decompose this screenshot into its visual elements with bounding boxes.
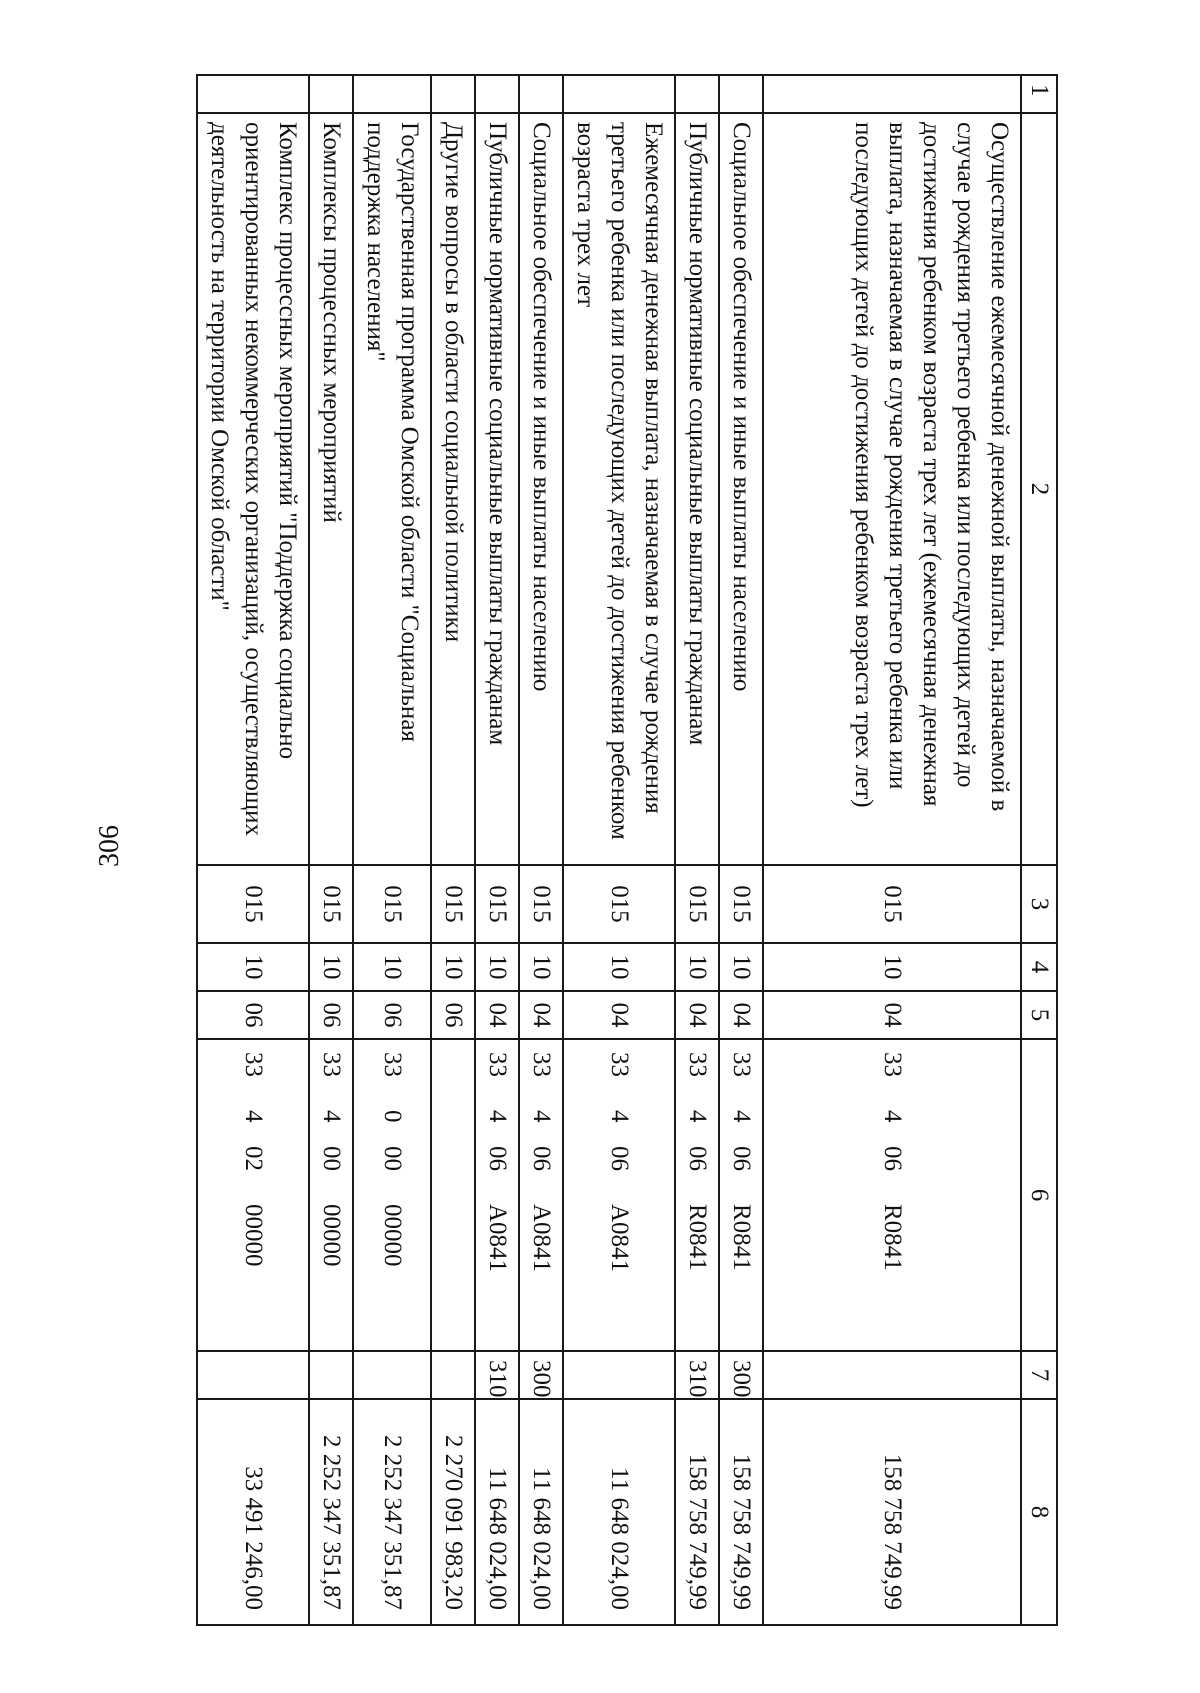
target-code-part: 33 bbox=[528, 1052, 555, 1077]
amount-cell: 2 252 347 351,87 bbox=[353, 1399, 431, 1625]
table-row bbox=[763, 75, 1021, 1625]
row-name-cell: Публичные нормативные социальные выплаты гражданам bbox=[675, 113, 719, 865]
row-number-cell bbox=[763, 75, 1021, 113]
target-code-part: A0841 bbox=[528, 1204, 555, 1273]
row-number-cell bbox=[475, 75, 519, 113]
target-code-part: R0841 bbox=[684, 1204, 711, 1271]
admin-code-cell: 015 bbox=[353, 865, 431, 943]
table-row bbox=[475, 75, 519, 1625]
row-name-cell: Другие вопросы в области социальной политики bbox=[431, 113, 475, 865]
row-name-cell: Публичные нормативные социальные выплаты гражданам bbox=[475, 113, 519, 865]
row-name-cell: Социальное обеспечение и иные выплаты населению bbox=[519, 113, 563, 865]
target-code-part: 00000 bbox=[379, 1204, 406, 1267]
target-code-cell bbox=[719, 1039, 763, 1351]
target-code-part: R0841 bbox=[728, 1204, 755, 1271]
col-header-3: 3 bbox=[1021, 865, 1057, 943]
target-code-part: A0841 bbox=[484, 1204, 511, 1273]
section-code-cell: 10 bbox=[519, 943, 563, 991]
row-name-cell: Ежемесячная денежная выплата, назначаемая в случае рождения третьего ребенка или последующих детей до достижения ребенком возраста трех лет bbox=[563, 113, 675, 865]
subsection-code-cell: 04 bbox=[519, 991, 563, 1039]
row-number-cell bbox=[309, 75, 353, 113]
table-row bbox=[719, 75, 763, 1625]
page-number: 306 bbox=[94, 825, 125, 867]
target-code-part: 4 bbox=[684, 1110, 711, 1123]
section-code-cell: 10 bbox=[675, 943, 719, 991]
table-row bbox=[675, 75, 719, 1625]
expense-type-cell bbox=[197, 1351, 309, 1399]
target-code-part: 4 bbox=[528, 1110, 555, 1123]
subsection-code-cell: 06 bbox=[431, 991, 475, 1039]
expense-type-cell bbox=[763, 1351, 1021, 1399]
target-code-part: 00 bbox=[318, 1146, 345, 1171]
row-number-cell bbox=[675, 75, 719, 113]
admin-code-cell: 015 bbox=[431, 865, 475, 943]
row-number-cell bbox=[431, 75, 475, 113]
subsection-code-cell: 04 bbox=[763, 991, 1021, 1039]
amount-cell: 158 758 749,99 bbox=[719, 1399, 763, 1625]
admin-code-cell: 015 bbox=[719, 865, 763, 943]
target-code-part: 4 bbox=[728, 1110, 755, 1123]
target-code-part: 33 bbox=[240, 1052, 267, 1077]
table-row bbox=[519, 75, 563, 1625]
target-code-part: 33 bbox=[684, 1052, 711, 1077]
amount-cell: 2 270 091 983,20 bbox=[431, 1399, 475, 1625]
row-number-cell bbox=[519, 75, 563, 113]
row-name-cell: Комплекс процессных мероприятий "Поддержка социально ориентированных некоммерческих организаций, осуществляющих деятельность на территории Омской области" bbox=[197, 113, 309, 865]
amount-cell: 11 648 024,00 bbox=[563, 1399, 675, 1625]
row-number-cell bbox=[353, 75, 431, 113]
target-code-part: 06 bbox=[684, 1146, 711, 1171]
target-code-part: 33 bbox=[484, 1052, 511, 1077]
admin-code-cell: 015 bbox=[475, 865, 519, 943]
amount-cell: 158 758 749,99 bbox=[763, 1399, 1021, 1625]
target-code-part: 33 bbox=[728, 1052, 755, 1077]
target-code-part: 00 bbox=[379, 1146, 406, 1171]
section-code-cell: 10 bbox=[475, 943, 519, 991]
target-code-cell bbox=[353, 1039, 431, 1351]
target-code-part: 4 bbox=[606, 1110, 633, 1123]
admin-code-cell: 015 bbox=[563, 865, 675, 943]
admin-code-cell: 015 bbox=[763, 865, 1021, 943]
target-code-cell bbox=[675, 1039, 719, 1351]
amount-cell: 158 758 749,99 bbox=[675, 1399, 719, 1625]
target-code-part: 4 bbox=[879, 1110, 906, 1123]
target-code-part: 4 bbox=[318, 1110, 345, 1123]
row-name-cell: Социальное обеспечение и иные выплаты населению bbox=[719, 113, 763, 865]
section-code-cell: 10 bbox=[563, 943, 675, 991]
col-header-7: 7 bbox=[1021, 1351, 1057, 1399]
amount-cell: 2 252 347 351,87 bbox=[309, 1399, 353, 1625]
section-code-cell: 10 bbox=[719, 943, 763, 991]
rotated-page bbox=[143, 74, 1058, 1624]
col-header-8: 8 bbox=[1021, 1399, 1057, 1625]
row-name-cell: Государственная программа Омской области "Социальная поддержка населения" bbox=[353, 113, 431, 865]
subsection-code-cell: 04 bbox=[719, 991, 763, 1039]
target-code-cell bbox=[475, 1039, 519, 1351]
table-row bbox=[353, 75, 431, 1625]
target-code-cell bbox=[763, 1039, 1021, 1351]
target-code-part: 06 bbox=[606, 1146, 633, 1171]
section-code-cell: 10 bbox=[431, 943, 475, 991]
budget-table bbox=[196, 74, 1058, 1626]
expense-type-cell bbox=[431, 1351, 475, 1399]
subsection-code-cell: 06 bbox=[197, 991, 309, 1039]
target-code-cell bbox=[519, 1039, 563, 1351]
subsection-code-cell: 04 bbox=[675, 991, 719, 1039]
col-header-6: 6 bbox=[1021, 1039, 1057, 1351]
admin-code-cell: 015 bbox=[675, 865, 719, 943]
target-code-part: 33 bbox=[879, 1052, 906, 1077]
amount-cell: 11 648 024,00 bbox=[519, 1399, 563, 1625]
row-name-cell: Осуществление ежемесячной денежной выплаты, назначаемой в случае рождения третьего ребенка или последующих детей до достижения ребенком возраста трех лет (ежемесячная денежная выплата, назначаемая в случае рождения третьего ребенка или последующих детей до достижения ребенком возраста трех лет) bbox=[763, 113, 1021, 865]
target-code-part: 02 bbox=[240, 1146, 267, 1171]
admin-code-cell: 015 bbox=[519, 865, 563, 943]
expense-type-cell bbox=[563, 1351, 675, 1399]
expense-type-cell bbox=[353, 1351, 431, 1399]
col-header-1: 1 bbox=[1021, 75, 1057, 113]
table-row bbox=[431, 75, 475, 1625]
target-code-cell bbox=[563, 1039, 675, 1351]
expense-type-cell: 310 bbox=[475, 1351, 519, 1399]
target-code-part: 33 bbox=[318, 1052, 345, 1077]
table-row bbox=[197, 75, 309, 1625]
subsection-code-cell: 06 bbox=[353, 991, 431, 1039]
subsection-code-cell: 04 bbox=[475, 991, 519, 1039]
table-row bbox=[309, 75, 353, 1625]
row-number-cell bbox=[197, 75, 309, 113]
target-code-part: A0841 bbox=[606, 1204, 633, 1273]
admin-code-cell: 015 bbox=[309, 865, 353, 943]
row-name-cell: Комплексы процессных мероприятий bbox=[309, 113, 353, 865]
target-code-part: R0841 bbox=[879, 1204, 906, 1271]
header-row bbox=[1021, 75, 1057, 1625]
target-code-cell bbox=[197, 1039, 309, 1351]
target-code-cell bbox=[309, 1039, 353, 1351]
section-code-cell: 10 bbox=[353, 943, 431, 991]
target-code-part: 00000 bbox=[318, 1204, 345, 1267]
subsection-code-cell: 04 bbox=[563, 991, 675, 1039]
section-code-cell: 10 bbox=[309, 943, 353, 991]
expense-type-cell: 300 bbox=[519, 1351, 563, 1399]
col-header-4: 4 bbox=[1021, 943, 1057, 991]
amount-cell: 11 648 024,00 bbox=[475, 1399, 519, 1625]
admin-code-cell: 015 bbox=[197, 865, 309, 943]
col-header-5: 5 bbox=[1021, 991, 1057, 1039]
target-code-part: 33 bbox=[606, 1052, 633, 1077]
target-code-part: 00000 bbox=[240, 1204, 267, 1267]
subsection-code-cell: 06 bbox=[309, 991, 353, 1039]
target-code-part: 0 bbox=[379, 1110, 406, 1123]
section-code-cell: 10 bbox=[763, 943, 1021, 991]
target-code-part: 4 bbox=[240, 1110, 267, 1123]
expense-type-cell: 310 bbox=[675, 1351, 719, 1399]
row-number-cell bbox=[563, 75, 675, 113]
target-code-cell bbox=[431, 1039, 475, 1351]
target-code-part: 06 bbox=[528, 1146, 555, 1171]
target-code-part: 06 bbox=[484, 1146, 511, 1171]
expense-type-cell: 300 bbox=[719, 1351, 763, 1399]
target-code-part: 33 bbox=[379, 1052, 406, 1077]
target-code-part: 06 bbox=[728, 1146, 755, 1171]
amount-cell: 33 491 246,00 bbox=[197, 1399, 309, 1625]
row-number-cell bbox=[719, 75, 763, 113]
target-code-part: 4 bbox=[484, 1110, 511, 1123]
expense-type-cell bbox=[309, 1351, 353, 1399]
col-header-2: 2 bbox=[1021, 113, 1057, 865]
target-code-part: 06 bbox=[879, 1146, 906, 1171]
table-row bbox=[563, 75, 675, 1625]
section-code-cell: 10 bbox=[197, 943, 309, 991]
